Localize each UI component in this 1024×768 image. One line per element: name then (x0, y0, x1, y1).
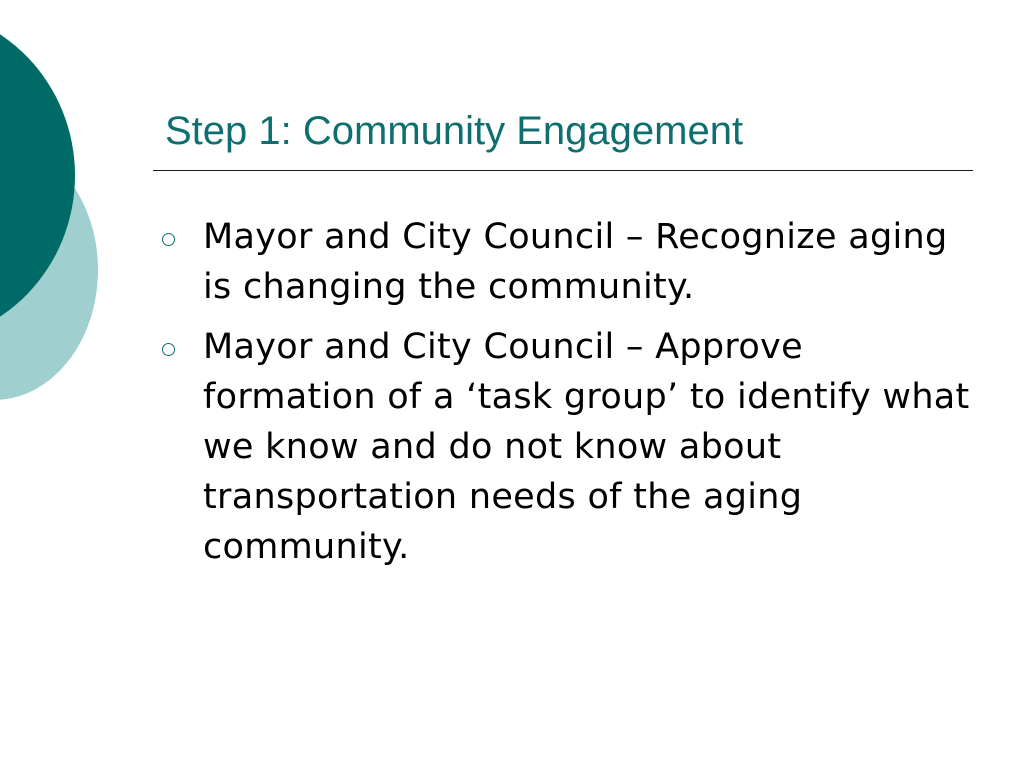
bullet-item (162, 322, 982, 572)
bullet-item (162, 212, 982, 312)
bullet-text: Mayor and City Council – Recognize aging is changing the community. (203, 217, 948, 307)
title-divider (153, 170, 973, 171)
slide-title: Step 1: Community Engagement (165, 109, 744, 153)
hollow-circle-bullet-icon (162, 233, 175, 246)
hollow-circle-bullet-icon (162, 343, 175, 356)
bullet-text: Mayor and City Council – Approve formation of a ‘task group’ to identify what we know and do not know about transportation needs of the aging community. (203, 327, 970, 567)
bullet-list (162, 212, 982, 582)
